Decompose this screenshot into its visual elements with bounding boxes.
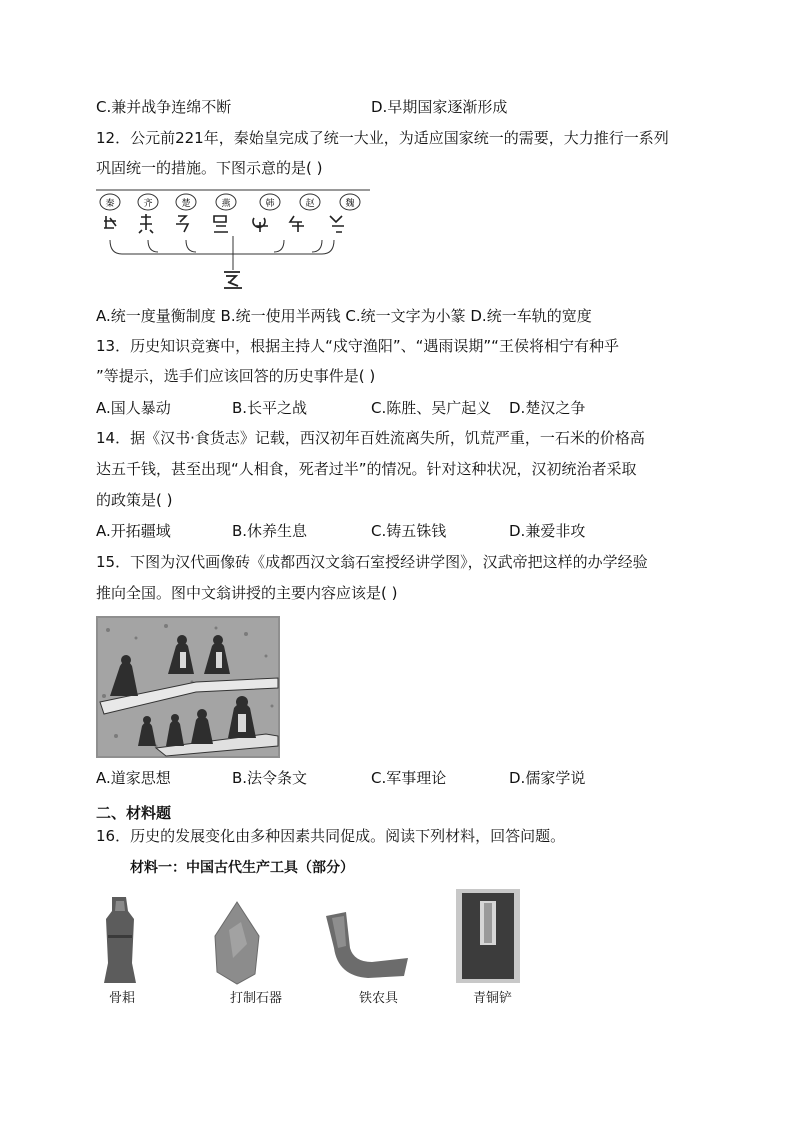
bone-spade-image — [100, 895, 140, 987]
q14-option-c: C.铸五铢钱 — [371, 522, 447, 540]
state-label-3 — [176, 194, 196, 210]
svg-text:秦: 秦 — [105, 199, 115, 209]
q15-stem-line2: 推向全国。图中文翁讲授的主要内容应该是( ) — [96, 584, 398, 602]
material1-caption: 材料一：中国古代生产工具（部分） — [130, 860, 354, 876]
q14-stem-line3: 的政策是( ) — [96, 491, 173, 509]
tool-caption-3: 铁农具 — [359, 991, 399, 1006]
state-label-4 — [216, 194, 236, 210]
lecture-relief-picture — [96, 616, 280, 758]
iron-farm-tool-image — [324, 908, 410, 980]
q14-stem-line2: 达五千钱，甚至出现“人相食，死者过半”的情况。针对这种状况，汉初统治者采取 — [96, 460, 637, 478]
q13-option-b: B.长平之战 — [232, 399, 308, 417]
q15-option-d: D.儒家学说 — [509, 769, 586, 787]
q15-option-a: A.道家思想 — [96, 769, 171, 787]
q15-stem-line1: 15．下图为汉代画像砖《成都西汉文翁石室授经讲学图》，汉武帝把这样的办学经验 — [96, 553, 648, 571]
q13-option-a: A.国人暴动 — [96, 399, 171, 417]
state-label-7 — [340, 194, 360, 210]
q12-options: A.统一度量衡制度 B.统一使用半两钱 C.统一文字为小篆 D.统一车轨的宽度 — [96, 307, 592, 325]
state-label-1 — [100, 194, 120, 210]
svg-text:韩: 韩 — [265, 199, 275, 209]
svg-text:齐: 齐 — [143, 199, 153, 209]
q16-stem: 16．历史的发展变化由多种因素共同促成。阅读下列材料，回答问题。 — [96, 827, 566, 845]
tool-caption-2: 打制石器 — [230, 991, 283, 1006]
svg-text:魏: 魏 — [345, 199, 355, 209]
chipped-stone-tool-image — [211, 900, 263, 986]
svg-text:赵: 赵 — [305, 199, 315, 209]
q13-option-d: D.楚汉之争 — [509, 399, 586, 417]
q13-stem-line1: 13．历史知识竞赛中，根据主持人“戍守渔阳”、“遇雨误期”“王侯将相宁有种乎 — [96, 337, 619, 355]
q11-option-d: D.早期国家逐渐形成 — [371, 98, 508, 116]
q13-stem-line2: ”等提示，选手们应该回答的历史事件是( ) — [96, 367, 376, 385]
q13-option-c: C.陈胜、吴广起义 — [371, 399, 492, 417]
q12-script-figure — [96, 188, 370, 292]
q12-script-diagram — [96, 188, 370, 292]
state-label-6 — [300, 194, 320, 210]
bronze-shovel-image — [456, 889, 520, 983]
q14-option-d: D.兼爱非攻 — [509, 522, 586, 540]
q14-stem-line1: 14．据《汉书·食货志》记载，西汉初年百姓流离失所，饥荒严重，一石米的价格高 — [96, 429, 645, 447]
svg-text:燕: 燕 — [221, 199, 231, 209]
tool-caption-1: 骨耜 — [109, 991, 136, 1006]
section-title: 二、材料题 — [96, 804, 172, 822]
q15-brick-relief-image — [96, 616, 280, 758]
q14-option-a: A.开拓疆域 — [96, 522, 171, 540]
svg-text:楚: 楚 — [181, 199, 191, 209]
q15-option-b: B.法令条文 — [232, 769, 308, 787]
state-label-2 — [138, 194, 158, 210]
tool-caption-4: 青铜铲 — [473, 991, 513, 1006]
q14-option-b: B.休养生息 — [232, 522, 308, 540]
q15-option-c: C.军事理论 — [371, 769, 447, 787]
q12-stem-line1: 12．公元前221年，秦始皇完成了统一大业，为适应国家统一的需要，大力推行一系列 — [96, 129, 669, 147]
q12-stem-line2: 巩固统一的措施。下图示意的是( ) — [96, 159, 323, 177]
q11-option-c: C.兼并战争连绵不断 — [96, 98, 232, 116]
state-label-5 — [260, 194, 280, 210]
